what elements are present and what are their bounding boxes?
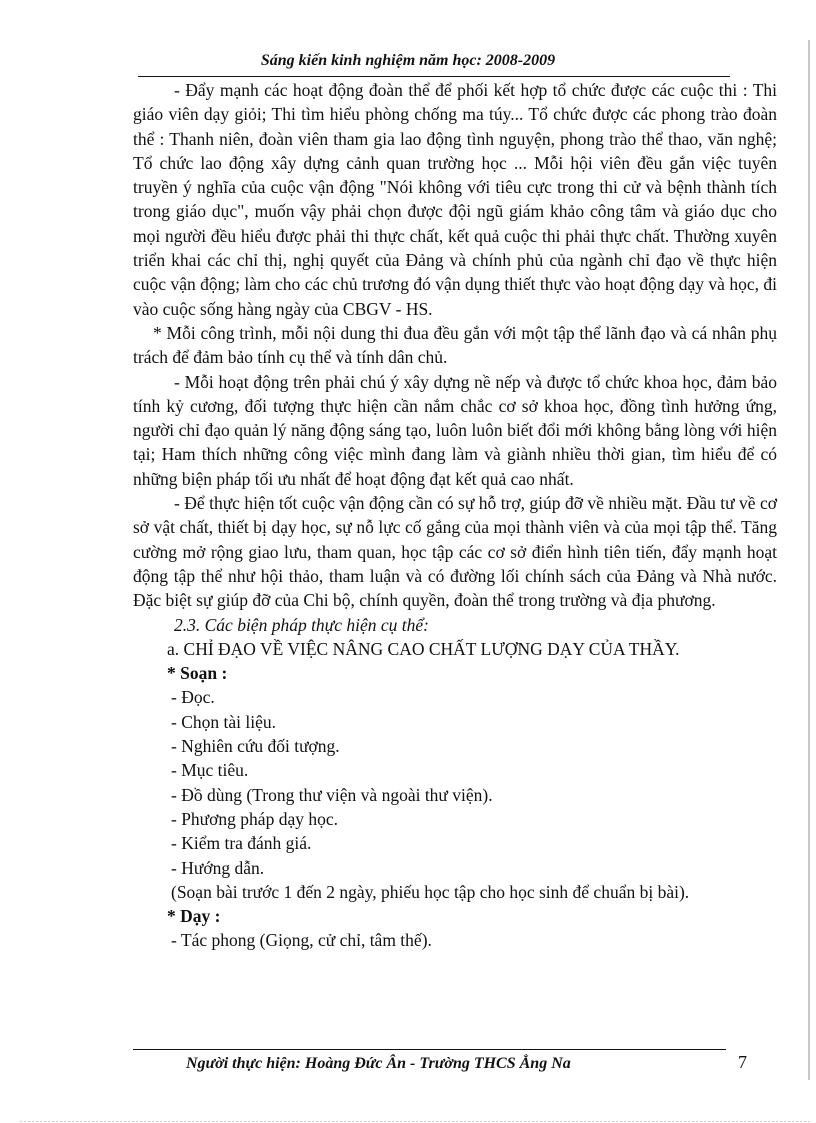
day-label: * Dạy : [167, 906, 221, 927]
list-item: - Đồ dùng (Trong thư viện và ngoài thư viện). [171, 784, 493, 805]
header-rule [138, 76, 730, 77]
list-item: - Đọc. [171, 687, 215, 708]
page-number: 7 [738, 1052, 747, 1072]
list-item: - Kiểm tra đánh giá. [171, 833, 312, 854]
footer-rule [133, 1049, 726, 1050]
list-item: - Chọn tài liệu. [171, 711, 276, 732]
paragraph-2: * Mỗi công trình, mỗi nội dung thi đua đều gắn với một tập thể lãnh đạo và cá nhân phụ trách để đảm bảo tính cụ thể và tính dân chủ. [133, 322, 777, 368]
paragraph-4: - Để thực hiện tốt cuộc vận động cần có sự hỗ trợ, giúp đỡ về nhiều mặt. Đầu tư về cơ sở vật chất, thiết bị dạy học, sự nỗ lực cố gắng của mọi thành viên và của mọi tập thể. Tăng cường mở rộng giao lưu, tham quan, học tập các cơ sở điển hình tiên tiến, đẩy mạnh hoạt động tập thể như hội thảo, tham luận và có đường lối chính sách của Đảng và Nhà nước. Đặc biệt sự giúp đỡ của Chi bộ, chính quyền, đoàn thể trong trường và địa phương. [133, 493, 777, 611]
list-item: - Mục tiêu. [171, 760, 249, 781]
list-item: - Hướng dẫn. [171, 857, 265, 878]
page-border-right [808, 40, 810, 1080]
soan-label: * Soạn : [167, 663, 228, 684]
paragraph-1: - Đẩy mạnh các hoạt động đoàn thể để phối kết hợp tổ chức được các cuộc thi : Thi giáo viên dạy giỏi; Thi tìm hiểu phòng chống ma túy... Tổ chức được các phong trào đoàn thể : Thanh niên, đoàn viên tham gia lao động tình nguyện, phong trào thể thao, văn nghệ; Tổ chức lao động xây dựng cảnh quan trường học ... Mỗi hội viên đều gắn việc tuyên truyền ý nghĩa của cuộc vận động "Nói không với tiêu cực trong thi cử và bệnh thành tích trong giáo dục", muốn vậy phải chọn được đội ngũ giám khảo công tâm và giáo dục cho mọi người đều hiểu được phải thi thực chất, kết quả cuộc thi phải thực chất. Thường xuyên triển khai các chỉ thị, nghị quyết của Đảng và chính phủ của ngành chỉ đạo về thực hiện cuộc vận động; làm cho các chủ trương đó vận dụng thiết thực vào hoạt động dạy và học, đi vào cuộc sống hàng ngày của CBGV - HS. [133, 80, 777, 319]
soan-note: (Soạn bài trước 1 đến 2 ngày, phiếu học tập cho học sinh để chuẩn bị bài). [171, 881, 690, 902]
list-item: - Nghiên cứu đối tượng. [171, 736, 340, 757]
page-header: Sáng kiến kinh nghiệm năm học: 2008-2009 [260, 52, 556, 69]
document-body [133, 78, 777, 953]
page-border-bottom [20, 1121, 810, 1122]
paragraph-3: - Mỗi hoạt động trên phải chú ý xây dựng nề nếp và được tổ chức khoa học, đảm bảo tính kỷ cương, đối tượng thực hiện cần nắm chắc cơ sở khoa học, đồng tình hưởng ứng, người chỉ đạo quản lý năng động sáng tạo, luôn luôn biết đổi mới không bằng lòng với hiện tại; Ham thích những công việc mình đang làm và giành nhiều thời gian, tìm hiểu để có những biện pháp tối ưu nhất để hoạt động đạt kết quả cao nhất. [133, 371, 777, 489]
footer-author: Người thực hiện: Hoàng Đức Ân - Trường THCS Ẳng Na [186, 1055, 571, 1072]
section-subheading: 2.3. Các biện pháp thực hiện cụ thể: [174, 614, 429, 635]
section-heading-a: a. CHỈ ĐẠO VỀ VIỆC NÂNG CAO CHẤT LƯỢNG DẠY CỦA THẦY. [167, 638, 680, 659]
list-item: - Tác phong (Giọng, cử chỉ, tâm thế). [171, 930, 432, 951]
list-item: - Phương pháp dạy học. [171, 808, 338, 829]
